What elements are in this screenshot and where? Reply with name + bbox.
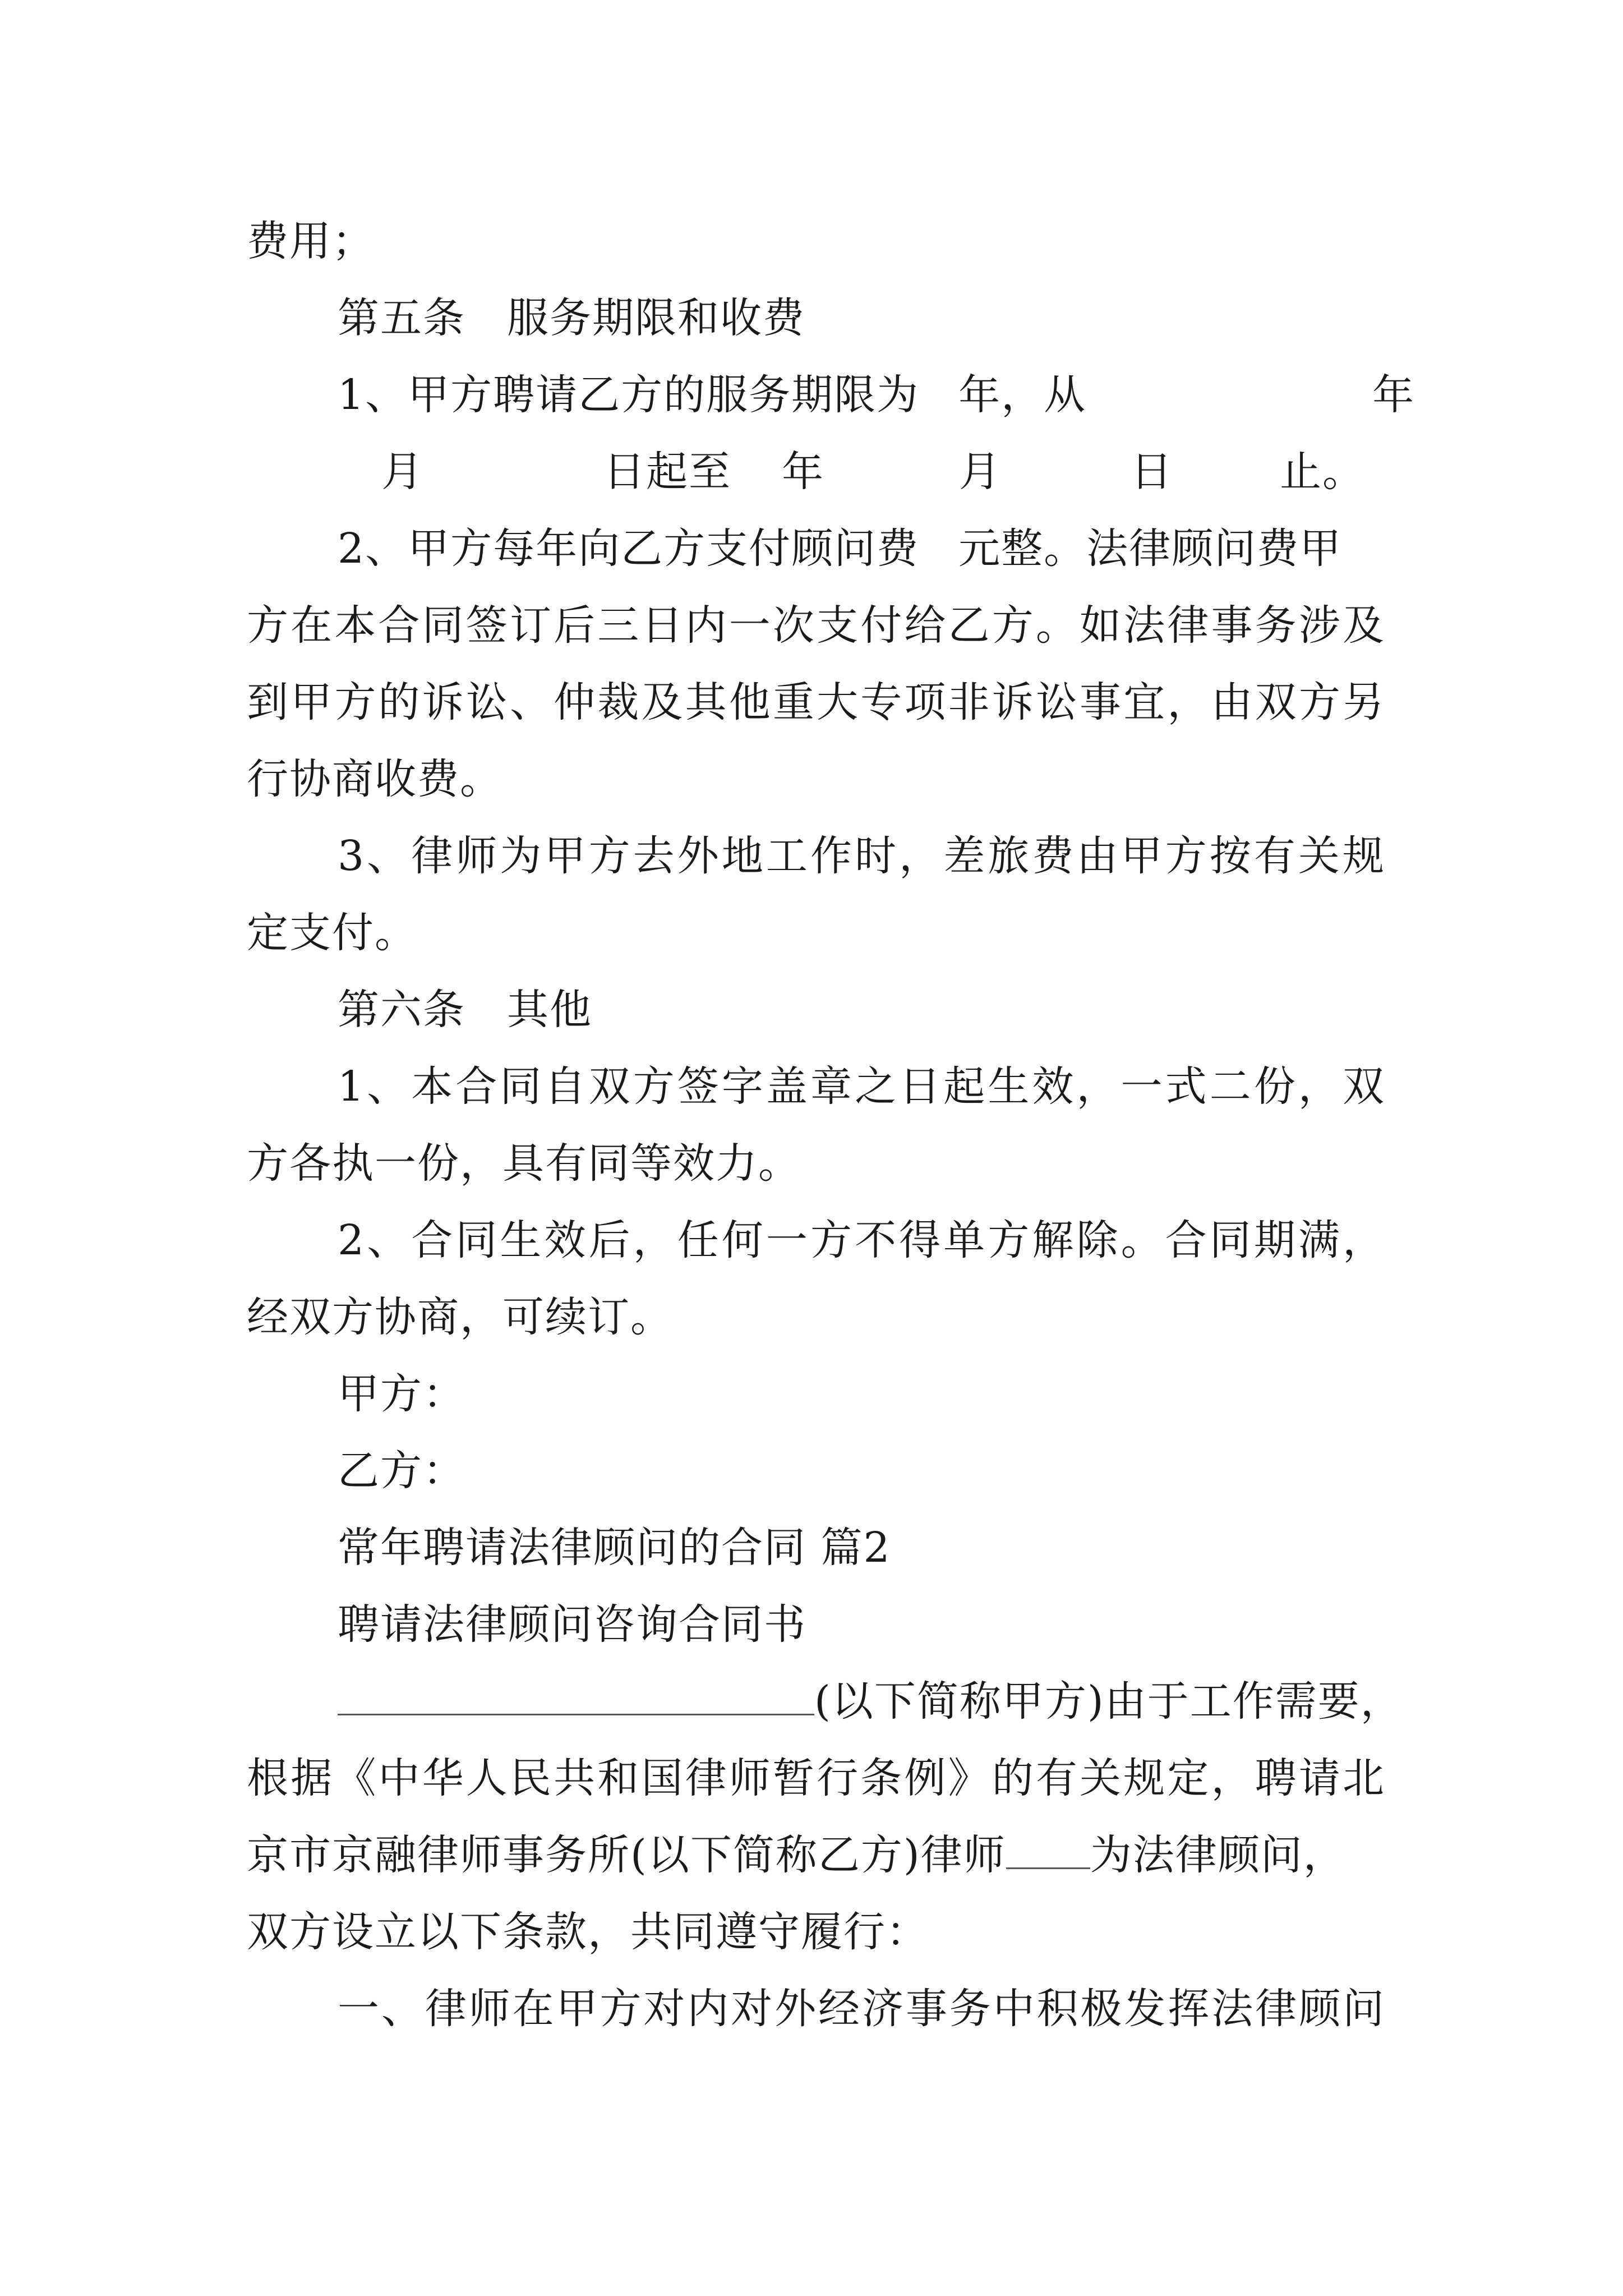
section-title: 常年聘请法律顾问的合同 篇2: [338, 1524, 891, 1572]
text-span: 日: [1131, 448, 1173, 496]
fill-in-blank: [338, 1670, 814, 1715]
text-span: 止。: [1280, 448, 1365, 496]
text-line: 经双方协商，可续订。: [247, 1293, 673, 1341]
article-heading: [247, 279, 1385, 357]
party-a-label: 甲方：: [338, 1370, 465, 1418]
text-line: 方各执一份，具有同等效力。: [247, 1139, 801, 1188]
text-span: 1、甲方聘请乙方的服务期限为: [338, 371, 920, 419]
text-span: 费用；: [247, 217, 375, 265]
article-number: 第六条: [338, 986, 465, 1034]
text-span: 京市京融律师事务所(以下简称乙方)律师: [247, 1831, 1006, 1879]
article-number: 第五条: [338, 294, 465, 342]
text-span: 2、甲方每年向乙方支付顾问费: [338, 524, 920, 573]
party-b-label: 乙方：: [338, 1447, 465, 1495]
text-line: [247, 1662, 1403, 1741]
text-span: 月: [959, 448, 1002, 496]
text-span: (以下简称甲方)由于工作需要，: [814, 1677, 1403, 1726]
article-title: 其他: [507, 986, 592, 1034]
text-span: 为法律顾问，: [1090, 1831, 1346, 1879]
text-line: [247, 509, 1385, 588]
text-line: [247, 356, 1415, 434]
fill-in-blank: [1006, 1824, 1090, 1869]
text-line: 定支付。: [247, 909, 417, 957]
text-span: 元整。法律顾问费甲: [958, 524, 1343, 573]
article-heading: [247, 970, 1385, 1049]
text-line: 根据《中华人民共和国律师暂行条例》的有关规定，聘请北: [247, 1754, 1385, 1802]
text-line: 行协商收费。: [247, 755, 502, 803]
text-line: 一、律师在甲方对内对外经济事务中积极发挥法律顾问: [338, 1985, 1385, 2033]
contract-title: 聘请法律顾问咨询合同书: [338, 1600, 806, 1649]
text-line: [247, 432, 1385, 511]
text-line: 2、合同生效后，任何一方不得单方解除。合同期满，: [338, 1216, 1385, 1264]
article-title: 服务期限和收费: [507, 294, 805, 342]
text-line: [247, 202, 1385, 280]
text-span: 年: [782, 448, 824, 496]
text-line: 到甲方的诉讼、仲裁及其他重大专项非诉讼事宜，由双方另: [247, 678, 1385, 726]
text-line: 3、律师为甲方去外地工作时，差旅费由甲方按有关规: [338, 832, 1385, 880]
text-span: 日起至: [603, 448, 731, 496]
text-line: [247, 1816, 1385, 1894]
text-line: 双方设立以下条款，共同遵守履行：: [247, 1908, 929, 1956]
text-line: 1、本合同自双方签字盖章之日起生效，一式二份，双: [338, 1062, 1385, 1111]
text-span: 年，从: [958, 371, 1087, 419]
text-span: 月: [381, 448, 424, 496]
text-line: 方在本合同签订后三日内一次支付给乙方。如法律事务涉及: [247, 601, 1385, 650]
text-span: 年: [1372, 371, 1415, 419]
